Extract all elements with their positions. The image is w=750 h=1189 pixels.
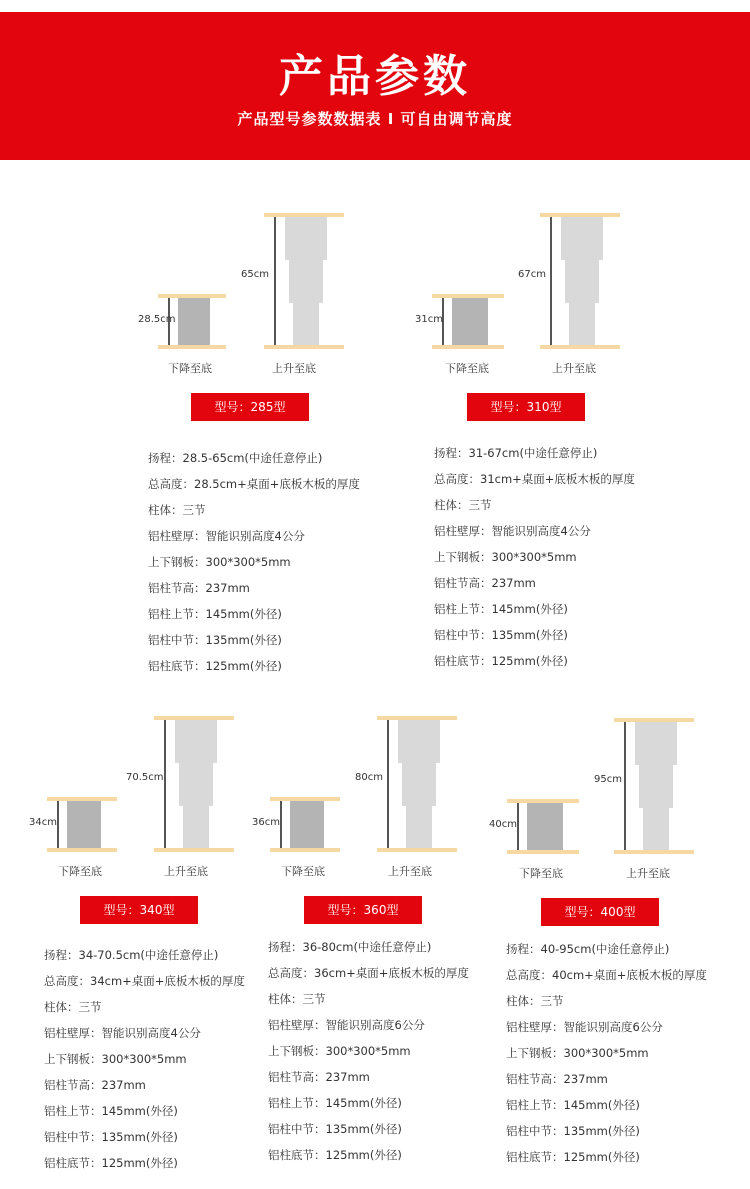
spec-label: 扬程： [268, 940, 303, 954]
spec-row [148, 445, 360, 471]
spec-label: 铝柱壁厚： [268, 1018, 326, 1032]
spec-label: 扬程： [148, 451, 183, 465]
lowered-caption: 下降至底 [445, 362, 489, 375]
lowered-height-label: 36cm [252, 817, 280, 828]
raised-height-label: 67cm [518, 269, 546, 280]
model-tag: 型号：310型 [467, 393, 585, 421]
spec-label: 铝柱上节： [434, 602, 492, 616]
spec-value: 135mm(外径) [325, 1122, 402, 1136]
spec-row [506, 1092, 707, 1118]
spec-label: 上下钢板： [148, 555, 206, 569]
spec-row [268, 960, 469, 986]
spec-row [268, 986, 469, 1012]
spec-value: 28.5-65cm(中途任意停止) [182, 451, 323, 465]
spec-value: 125mm(外径) [205, 659, 282, 673]
spec-value: 34-70.5cm(中途任意停止) [78, 948, 219, 962]
spec-label: 总高度： [506, 968, 552, 982]
column-section [175, 720, 217, 763]
spec-row [148, 549, 360, 575]
page-title: 产品参数 [279, 51, 471, 102]
spec-label: 铝柱壁厚： [434, 524, 492, 538]
spec-value: 135mm(外径) [563, 1124, 640, 1138]
spec-row [148, 471, 360, 497]
lowered-height-label: 34cm [29, 817, 57, 828]
spec-value: 237mm [101, 1078, 146, 1092]
spec-value: 135mm(外径) [205, 633, 282, 647]
column-section [179, 763, 213, 806]
spec-row [44, 968, 245, 994]
spec-label: 柱体： [44, 1000, 79, 1014]
spec-label: 铝柱节高： [148, 581, 206, 595]
raised-caption: 上升至底 [272, 362, 316, 375]
spec-row [434, 570, 635, 596]
raised-caption: 上升至底 [388, 865, 432, 878]
bottom-plate [270, 848, 340, 852]
spec-value: 三节 [468, 498, 492, 512]
column-lowered [67, 801, 101, 848]
spec-value: 三节 [302, 992, 326, 1006]
spec-label: 铝柱上节： [506, 1098, 564, 1112]
spec-row [148, 497, 360, 523]
spec-value: 36cm+桌面+底板木板的厚度 [314, 966, 469, 980]
column-section [402, 763, 436, 806]
column-section [293, 302, 319, 345]
spec-label: 铝柱壁厚： [44, 1026, 102, 1040]
column-section [183, 805, 209, 848]
lowered-height-label: 40cm [489, 819, 517, 830]
spec-label: 铝柱上节： [44, 1104, 102, 1118]
spec-value: 125mm(外径) [563, 1150, 640, 1164]
spec-list [44, 942, 245, 1176]
spec-value: 300*300*5mm [101, 1052, 187, 1066]
spec-value: 36-80cm(中途任意停止) [302, 940, 432, 954]
lowered-caption: 下降至底 [168, 362, 212, 375]
spec-value: 三节 [182, 503, 206, 517]
column-lowered [527, 803, 563, 850]
spec-label: 铝柱节高： [506, 1072, 564, 1086]
spec-label: 铝柱底节： [434, 654, 492, 668]
height-marker [280, 801, 282, 848]
lowered-height-label: 31cm [415, 314, 443, 325]
column-section [635, 722, 677, 765]
raised-height-label: 70.5cm [126, 772, 164, 783]
spec-row [148, 627, 360, 653]
bottom-plate [507, 850, 579, 854]
height-marker [624, 722, 626, 850]
height-marker [57, 801, 59, 848]
spec-label: 总高度： [434, 472, 480, 486]
spec-value: 31cm+桌面+底板木板的厚度 [480, 472, 635, 486]
spec-row [44, 994, 245, 1020]
spec-row [44, 942, 245, 968]
bottom-plate [432, 345, 504, 349]
header-banner [0, 12, 750, 160]
lowered-caption: 下降至底 [58, 865, 102, 878]
spec-row [148, 523, 360, 549]
spec-row [434, 648, 635, 674]
spec-row [434, 596, 635, 622]
spec-value: 145mm(外径) [563, 1098, 640, 1112]
spec-row [148, 653, 360, 679]
spec-label: 铝柱中节： [434, 628, 492, 642]
spec-value: 三节 [540, 994, 564, 1008]
spec-row [506, 988, 707, 1014]
spec-value: 300*300*5mm [325, 1044, 411, 1058]
spec-row [506, 962, 707, 988]
column-section [643, 807, 669, 850]
model-tag: 型号：400型 [541, 898, 659, 926]
raised-height-label: 80cm [355, 772, 383, 783]
spec-value: 三节 [78, 1000, 102, 1014]
spec-value: 31-67cm(中途任意停止) [468, 446, 598, 460]
spec-row [434, 544, 635, 570]
spec-row [506, 1066, 707, 1092]
spec-value: 智能识别高度4公分 [491, 524, 591, 538]
height-marker [517, 803, 519, 850]
spec-value: 237mm [205, 581, 250, 595]
spec-label: 铝柱壁厚： [506, 1020, 564, 1034]
spec-row [506, 1118, 707, 1144]
spec-value: 智能识别高度4公分 [205, 529, 305, 543]
spec-row [434, 622, 635, 648]
spec-row [268, 1142, 469, 1168]
bottom-plate [540, 345, 620, 349]
spec-row [268, 1116, 469, 1142]
spec-label: 铝柱上节： [268, 1096, 326, 1110]
spec-value: 145mm(外径) [325, 1096, 402, 1110]
spec-row [506, 1014, 707, 1040]
spec-row [268, 1090, 469, 1116]
spec-row [434, 518, 635, 544]
spec-label: 铝柱节高： [44, 1078, 102, 1092]
spec-value: 智能识别高度6公分 [563, 1020, 663, 1034]
spec-row [506, 1144, 707, 1170]
column-lowered [290, 801, 324, 848]
raised-height-label: 65cm [241, 269, 269, 280]
column-section [398, 720, 440, 763]
spec-value: 智能识别高度4公分 [101, 1026, 201, 1040]
spec-value: 237mm [563, 1072, 608, 1086]
spec-label: 扬程： [44, 948, 79, 962]
spec-value: 34cm+桌面+底板木板的厚度 [90, 974, 245, 988]
height-marker [550, 217, 552, 345]
raised-caption: 上升至底 [552, 362, 596, 375]
spec-row [434, 492, 635, 518]
bottom-plate [264, 345, 344, 349]
spec-label: 上下钢板： [44, 1052, 102, 1066]
spec-label: 铝柱上节： [148, 607, 206, 621]
spec-value: 300*300*5mm [563, 1046, 649, 1060]
spec-label: 扬程： [434, 446, 469, 460]
spec-label: 铝柱中节： [44, 1130, 102, 1144]
spec-row [44, 1072, 245, 1098]
bottom-plate [614, 850, 694, 854]
spec-value: 145mm(外径) [491, 602, 568, 616]
bottom-plate [158, 345, 226, 349]
spec-label: 铝柱中节： [268, 1122, 326, 1136]
spec-list [268, 934, 469, 1168]
spec-row [506, 1040, 707, 1066]
spec-value: 40cm+桌面+底板木板的厚度 [552, 968, 707, 982]
spec-label: 上下钢板： [506, 1046, 564, 1060]
spec-value: 40-95cm(中途任意停止) [540, 942, 670, 956]
model-tag: 型号：340型 [80, 896, 198, 924]
spec-row [268, 1038, 469, 1064]
spec-value: 237mm [491, 576, 536, 590]
spec-label: 铝柱底节： [268, 1148, 326, 1162]
spec-row [434, 466, 635, 492]
spec-value: 28.5cm+桌面+底板木板的厚度 [194, 477, 360, 491]
spec-label: 铝柱中节： [506, 1124, 564, 1138]
spec-row [506, 936, 707, 962]
bottom-plate [47, 848, 117, 852]
bottom-plate [154, 848, 234, 852]
spec-label: 上下钢板： [434, 550, 492, 564]
spec-value: 300*300*5mm [205, 555, 291, 569]
spec-label: 铝柱壁厚： [148, 529, 206, 543]
spec-label: 铝柱中节： [148, 633, 206, 647]
spec-label: 总高度： [44, 974, 90, 988]
spec-value: 300*300*5mm [491, 550, 577, 564]
model-tag: 型号：285型 [191, 393, 309, 421]
spec-value: 智能识别高度6公分 [325, 1018, 425, 1032]
spec-label: 铝柱底节： [44, 1156, 102, 1170]
height-marker [274, 217, 276, 345]
spec-value: 125mm(外径) [325, 1148, 402, 1162]
spec-row [434, 440, 635, 466]
lowered-caption: 下降至底 [281, 865, 325, 878]
spec-list [148, 445, 360, 679]
height-marker [387, 720, 389, 848]
column-lowered [178, 298, 210, 345]
lowered-height-label: 28.5cm [138, 314, 176, 325]
spec-row [268, 934, 469, 960]
spec-row [44, 1046, 245, 1072]
spec-value: 125mm(外径) [491, 654, 568, 668]
spec-label: 总高度： [148, 477, 194, 491]
spec-row [44, 1098, 245, 1124]
spec-row [268, 1064, 469, 1090]
spec-label: 铝柱节高： [434, 576, 492, 590]
column-lowered [452, 298, 488, 345]
spec-label: 扬程： [506, 942, 541, 956]
spec-row [268, 1012, 469, 1038]
spec-value: 135mm(外径) [101, 1130, 178, 1144]
spec-label: 总高度： [268, 966, 314, 980]
spec-row [44, 1124, 245, 1150]
spec-row [44, 1150, 245, 1176]
spec-row [44, 1020, 245, 1046]
spec-row [148, 601, 360, 627]
spec-label: 柱体： [506, 994, 541, 1008]
spec-label: 柱体： [148, 503, 183, 517]
spec-label: 铝柱节高： [268, 1070, 326, 1084]
spec-list [434, 440, 635, 674]
column-section [569, 302, 595, 345]
spec-value: 135mm(外径) [491, 628, 568, 642]
model-tag: 型号：360型 [304, 896, 422, 924]
raised-caption: 上升至底 [164, 865, 208, 878]
spec-row [148, 575, 360, 601]
spec-value: 125mm(外径) [101, 1156, 178, 1170]
raised-height-label: 95cm [594, 774, 622, 785]
height-marker [164, 720, 166, 848]
spec-label: 上下钢板： [268, 1044, 326, 1058]
column-section [561, 217, 603, 260]
spec-label: 柱体： [268, 992, 303, 1006]
lowered-caption: 下降至底 [519, 867, 563, 880]
spec-value: 145mm(外径) [101, 1104, 178, 1118]
spec-label: 柱体： [434, 498, 469, 512]
column-section [285, 217, 327, 260]
spec-value: 237mm [325, 1070, 370, 1084]
column-section [289, 260, 323, 303]
spec-label: 铝柱底节： [506, 1150, 564, 1164]
bottom-plate [377, 848, 457, 852]
raised-caption: 上升至底 [626, 867, 670, 880]
column-section [639, 765, 673, 808]
spec-label: 铝柱底节： [148, 659, 206, 673]
page-subtitle: 产品型号参数数据表 I 可自由调节高度 [237, 110, 513, 128]
column-section [406, 805, 432, 848]
column-section [565, 260, 599, 303]
spec-value: 145mm(外径) [205, 607, 282, 621]
spec-list [506, 936, 707, 1170]
